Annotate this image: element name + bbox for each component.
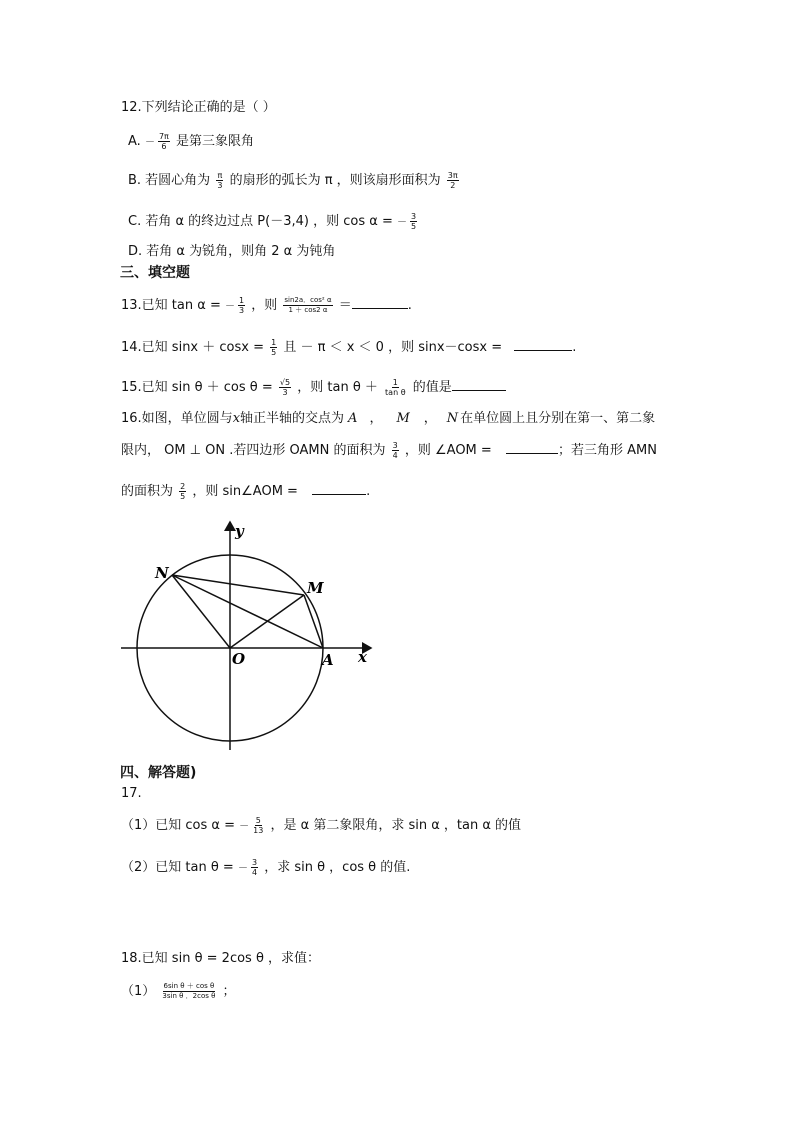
option-c-pre: C. 若角 α 的终边过点 P(－3,4) ，则 cos α =	[128, 214, 393, 229]
q17-part-2: （2）已知 tan θ = － $\frac{3}{4}$ ，求 sin θ ，cos θ 的值.	[121, 858, 411, 877]
q12-option-c: C. 若角 α 的终边过点 P(－3,4) ，则 cos α = － $\frac{3}{5}$	[128, 212, 417, 231]
fraction: $\frac{√5}{3}$	[279, 378, 291, 397]
fraction: $\frac{1}{3}$	[238, 296, 245, 315]
fraction: $\frac{3}{4}$	[392, 441, 398, 460]
fraction: $\frac{5}{13}$	[253, 816, 264, 835]
section-heading-solve: 四、解答题)	[120, 765, 197, 781]
option-a-text: 是第三象限角	[175, 134, 254, 149]
label-O: O	[232, 650, 246, 668]
q17-part-1: （1）已知 cos α = － $\frac{5}{13}$ ，是 α 第二象限角，求 sin α ，tan α 的值	[121, 816, 522, 835]
fraction: $\frac{\text{6sin θ ＋ cos θ}}{\text{3sin θ ．2cos θ}}$	[162, 982, 216, 1000]
answer-blank	[452, 378, 506, 391]
label-x: x	[358, 648, 367, 666]
q16-line-3: 的面积为 $\frac{2}{5}$ ，则 sin∠AOM = .	[121, 482, 371, 501]
option-b-mid: 的扇形的弧长为 π ，则该扇形面积为	[229, 173, 441, 188]
fraction: $\frac{1}{5}$	[271, 338, 277, 357]
answer-blank	[352, 296, 408, 309]
fraction: $\frac{7\pi}{6}$	[158, 132, 169, 151]
q18-stem: 18.已知 sin θ = 2cos θ ，求值：	[121, 951, 321, 966]
q13: 13.已知 tan α = － $\frac{1}{3}$ ，则 $\frac{\text{sin2a．cos² α}}{1 + \cos 2 \alpha}$ ＝ .	[121, 296, 412, 315]
fraction: $\frac{3\pi}{2}$	[447, 171, 458, 190]
q12-option-a: A. － $\frac{7\pi}{6}$ 是第三象限角	[128, 132, 254, 151]
segment-ON	[172, 575, 230, 648]
option-a-label: A.	[128, 134, 141, 149]
fraction: $\frac{1}{\text{tan θ}}$	[385, 378, 406, 397]
label-A: A	[322, 651, 334, 669]
answer-blank	[312, 482, 366, 495]
answer-blank	[514, 338, 572, 351]
fraction: $\frac{3}{4}$	[251, 858, 258, 877]
option-b-pre: B. 若圆心角为	[128, 173, 211, 188]
q12-option-d: D. 若角 α 为锐角，则角 2 α 为钝角	[128, 244, 336, 259]
q16-line-2: 限内， OM ⊥ ON .若四边形 OAMN 的面积为 $\frac{3}{4}$ ，则 ∠AOM = ；若三角形 AMN	[121, 441, 657, 460]
q18-part-1: （1） $\frac{\text{6sin θ ＋ cos θ}}{\text{3sin θ ．2cos θ}}$ ；	[121, 982, 236, 1000]
q17-number: 17.	[121, 786, 142, 801]
q16-line-1: 16.如图，单位圆与x轴正半轴的交点为 A ， M ， N 在单位圆上且分别在第一、第二象	[121, 411, 656, 426]
q12-option-b	[128, 171, 461, 190]
q12-stem: 12.下列结论正确的是（ ）	[121, 100, 276, 115]
fraction: $\frac{2}{5}$	[180, 482, 186, 501]
q14: 14.已知 sinx ＋ cosx = $\frac{1}{5}$ 且 － π ＜ x ＜ 0 ，则 sinx－cosx = .	[121, 338, 577, 357]
label-N: N	[155, 564, 169, 582]
label-y: y	[235, 522, 244, 540]
fraction: $\frac{\pi}{3}$	[217, 171, 223, 190]
fraction: $\frac{\text{sin2a．cos² α}}{1 + \cos 2 \alpha}$	[284, 296, 332, 314]
answer-blank	[506, 441, 558, 454]
label-M: M	[307, 579, 324, 597]
unit-circle-figure	[115, 518, 385, 758]
fraction: $\frac{3}{5}$	[410, 212, 417, 231]
q15: 15.已知 sin θ ＋ cos θ = $\frac{√5}{3}$ ，则 tan θ ＋ $\frac{1}{\text{tan θ}}$ 的值是	[121, 378, 506, 397]
section-heading-fill-blank: 三、填空题	[120, 265, 190, 281]
